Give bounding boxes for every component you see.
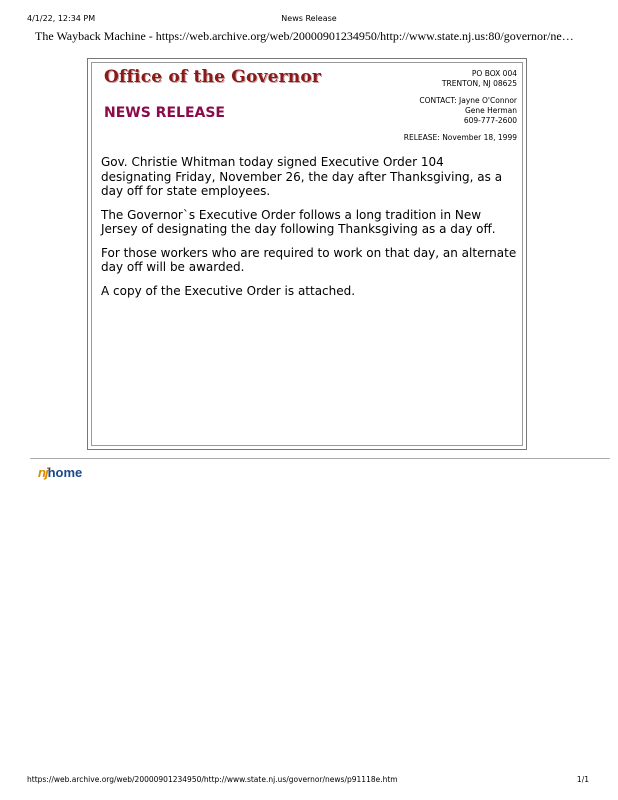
contact-name-2: Gene Herman — [464, 106, 517, 115]
nj-home-link[interactable] — [38, 465, 82, 480]
office-title: Office of the Governor — [104, 67, 322, 87]
body-paragraph-2: The Governor`s Executive Order follows a long tradition in New Jersey of designating the day following Thanksgiving as a day off. — [101, 207, 496, 236]
release-date: RELEASE: November 18, 1999 — [403, 133, 517, 142]
print-footer-url: https://web.archive.org/web/20000901234950/http://www.state.nj.us/governor/news/p91118e.htm — [27, 775, 398, 784]
body-paragraph-4: A copy of the Executive Order is attached. — [101, 283, 356, 298]
print-datetime: 4/1/22, 12:34 PM — [27, 14, 96, 23]
contact-phone: 609-777-2600 — [463, 116, 517, 125]
body-paragraph-1: Gov. Christie Whitman today signed Executive Order 104 designating Friday, November 26, the day after Thanksgiving, as a day off for state employees. — [101, 155, 503, 198]
home-link-text: home — [47, 465, 83, 480]
horizontal-divider — [30, 458, 610, 459]
print-page-title: News Release — [281, 14, 337, 23]
news-release-heading: NEWS RELEASE — [104, 105, 225, 121]
body-paragraph-3: For those workers who are required to work on that day, an alternate day off will be awarded. — [101, 245, 517, 274]
address-line-1: PO BOX 004 — [471, 69, 517, 78]
address-line-2: TRENTON, NJ 08625 — [441, 79, 517, 88]
release-body — [101, 155, 517, 307]
print-page-number: 1/1 — [576, 775, 589, 784]
contact-block — [357, 69, 517, 126]
nj-logo-text: nj — [38, 465, 48, 480]
wayback-title: The Wayback Machine - https://web.archive.org/web/20000901234950/http://www.state.nj.us:80/governor/ne… — [35, 29, 574, 43]
contact-name-1: CONTACT: Jayne O'Connor — [419, 96, 517, 105]
